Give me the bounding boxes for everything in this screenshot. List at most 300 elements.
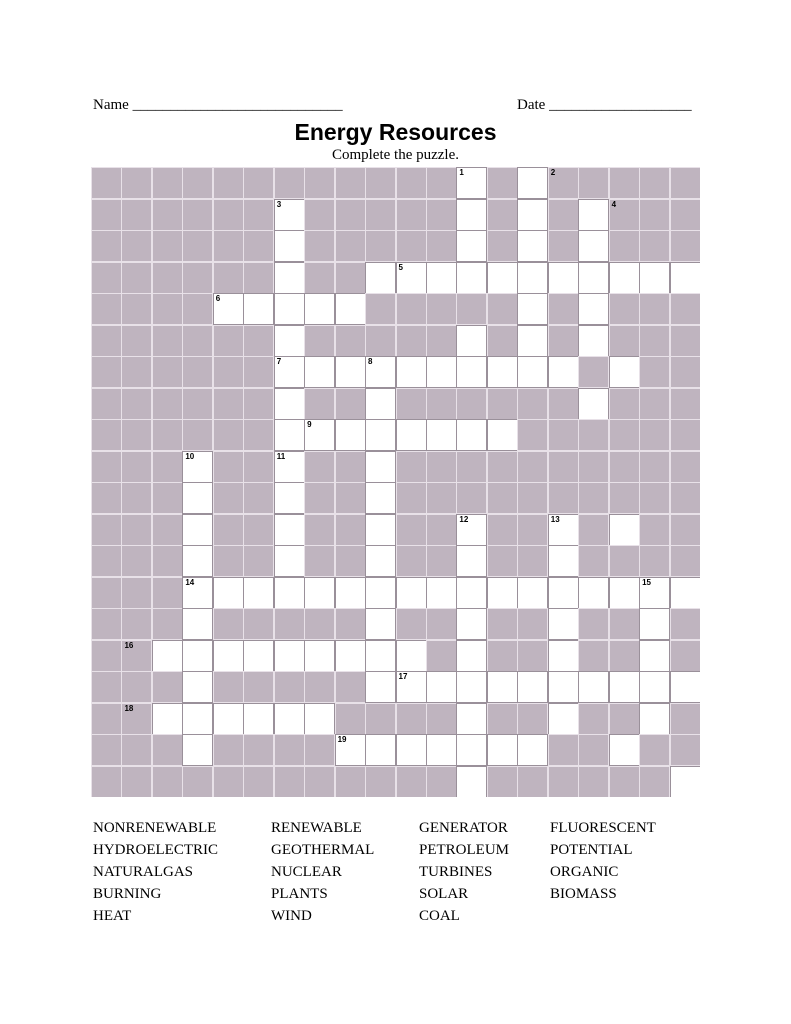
answer-cell[interactable] (456, 766, 487, 798)
blocked-cell (91, 577, 122, 609)
blocked-cell (548, 325, 579, 357)
blocked-cell (243, 671, 274, 703)
answer-cell[interactable] (609, 262, 640, 294)
answer-cell[interactable] (578, 671, 609, 703)
answer-cell[interactable] (609, 577, 640, 609)
blocked-cell (121, 230, 152, 262)
blocked-cell (609, 608, 640, 640)
answer-cell[interactable] (182, 671, 213, 703)
answer-cell[interactable] (274, 230, 305, 262)
blocked-cell (152, 671, 183, 703)
answer-cell[interactable] (578, 262, 609, 294)
answer-cell[interactable] (456, 230, 487, 262)
blocked-cell (456, 482, 487, 514)
blocked-cell (548, 482, 579, 514)
blocked-cell (548, 734, 579, 766)
answer-cell[interactable] (426, 262, 457, 294)
answer-cell[interactable] (548, 703, 579, 735)
blocked-cell (670, 293, 700, 325)
answer-cell[interactable] (274, 325, 305, 357)
answer-cell[interactable] (213, 703, 244, 735)
blocked-cell (365, 766, 396, 798)
blocked-cell (396, 703, 427, 735)
blocked-cell (365, 325, 396, 357)
answer-cell[interactable] (639, 640, 670, 672)
blocked-cell (609, 419, 640, 451)
blocked-cell (335, 482, 366, 514)
answer-cell[interactable] (182, 482, 213, 514)
answer-cell[interactable] (578, 325, 609, 357)
answer-cell[interactable] (548, 514, 579, 546)
blocked-cell (335, 262, 366, 294)
blocked-cell (609, 199, 640, 231)
answer-cell[interactable] (274, 451, 305, 483)
answer-cell[interactable] (548, 608, 579, 640)
blocked-cell (121, 262, 152, 294)
word-bank-item: HEAT (93, 908, 132, 924)
answer-cell[interactable] (639, 671, 670, 703)
clue-number: 2 (550, 168, 556, 177)
answer-cell[interactable] (548, 671, 579, 703)
answer-cell[interactable] (274, 482, 305, 514)
answer-cell[interactable] (578, 293, 609, 325)
blocked-cell (396, 293, 427, 325)
blocked-cell (121, 577, 152, 609)
blocked-cell (91, 608, 122, 640)
blocked-cell (670, 167, 700, 199)
answer-cell[interactable] (426, 356, 457, 388)
blocked-cell (243, 514, 274, 546)
word-bank-column-3 (419, 817, 509, 927)
clue-number: 11 (276, 451, 286, 461)
blocked-cell (639, 230, 670, 262)
clue-number: 12 (459, 514, 469, 524)
blocked-cell (152, 293, 183, 325)
answer-cell[interactable] (548, 577, 579, 609)
blocked-cell (213, 325, 244, 357)
page-subtitle: Complete the puzzle. (331, 147, 460, 163)
blocked-cell (243, 419, 274, 451)
answer-cell[interactable] (304, 293, 335, 325)
blocked-cell (365, 230, 396, 262)
answer-cell[interactable] (243, 577, 274, 609)
blocked-cell (152, 451, 183, 483)
answer-cell[interactable] (670, 671, 700, 703)
answer-cell[interactable] (609, 671, 640, 703)
answer-cell[interactable] (456, 577, 487, 609)
blocked-cell (213, 514, 244, 546)
blocked-cell (182, 388, 213, 420)
blocked-cell (121, 388, 152, 420)
answer-cell[interactable] (487, 671, 518, 703)
answer-cell[interactable] (274, 514, 305, 546)
answer-cell[interactable] (335, 356, 366, 388)
answer-cell[interactable] (213, 640, 244, 672)
clue-number: 3 (276, 199, 282, 209)
word-bank-item: GEOTHERMAL (271, 842, 375, 858)
answer-cell[interactable] (456, 703, 487, 735)
crossword-grid (91, 167, 700, 797)
answer-cell[interactable] (517, 230, 548, 262)
answer-cell[interactable] (517, 671, 548, 703)
answer-cell[interactable] (456, 608, 487, 640)
blocked-cell (91, 734, 122, 766)
answer-cell[interactable] (426, 577, 457, 609)
blocked-cell (396, 545, 427, 577)
date-line: Date ___________________ (517, 97, 692, 113)
answer-cell[interactable] (548, 640, 579, 672)
blocked-cell (121, 608, 152, 640)
answer-cell[interactable] (396, 577, 427, 609)
answer-cell[interactable] (426, 419, 457, 451)
answer-cell[interactable] (182, 608, 213, 640)
blocked-cell (487, 482, 518, 514)
answer-cell[interactable] (578, 199, 609, 231)
answer-cell[interactable] (365, 262, 396, 294)
blocked-cell (426, 703, 457, 735)
blocked-cell (426, 608, 457, 640)
answer-cell[interactable] (304, 419, 335, 451)
blocked-cell (304, 167, 335, 199)
blocked-cell (639, 482, 670, 514)
blocked-cell (91, 482, 122, 514)
answer-cell[interactable] (274, 199, 305, 231)
blocked-cell (213, 356, 244, 388)
answer-cell[interactable] (548, 262, 579, 294)
blocked-cell (121, 514, 152, 546)
answer-cell[interactable] (304, 356, 335, 388)
answer-cell[interactable] (487, 262, 518, 294)
blocked-cell (121, 766, 152, 798)
answer-cell[interactable] (274, 545, 305, 577)
blocked-cell (487, 293, 518, 325)
answer-cell[interactable] (365, 545, 396, 577)
blocked-cell (152, 325, 183, 357)
blocked-cell (121, 671, 152, 703)
blocked-cell (426, 293, 457, 325)
answer-cell[interactable] (396, 262, 427, 294)
blocked-cell (335, 545, 366, 577)
answer-cell[interactable] (456, 419, 487, 451)
answer-cell[interactable] (517, 199, 548, 231)
blocked-cell (578, 608, 609, 640)
answer-cell[interactable] (396, 671, 427, 703)
answer-cell[interactable] (365, 451, 396, 483)
answer-cell[interactable] (335, 577, 366, 609)
answer-cell[interactable] (609, 734, 640, 766)
blocked-cell (274, 671, 305, 703)
blocked-cell (213, 262, 244, 294)
clue-number: 17 (398, 672, 408, 681)
answer-cell[interactable] (182, 703, 213, 735)
answer-cell[interactable] (396, 356, 427, 388)
answer-cell[interactable] (213, 293, 244, 325)
blocked-cell (396, 482, 427, 514)
blocked-cell (243, 325, 274, 357)
answer-cell[interactable] (182, 545, 213, 577)
answer-cell[interactable] (274, 388, 305, 420)
blocked-cell (91, 766, 122, 798)
word-bank-item: HYDROELECTRIC (93, 842, 218, 858)
answer-cell[interactable] (182, 640, 213, 672)
blocked-cell (243, 230, 274, 262)
answer-cell[interactable] (365, 388, 396, 420)
answer-cell[interactable] (365, 356, 396, 388)
blocked-cell (639, 325, 670, 357)
answer-cell[interactable] (517, 734, 548, 766)
answer-cell[interactable] (670, 577, 700, 609)
blocked-cell (487, 545, 518, 577)
blocked-cell (487, 608, 518, 640)
answer-cell[interactable] (152, 640, 183, 672)
word-bank-column-2 (271, 817, 374, 927)
blocked-cell (91, 262, 122, 294)
blocked-cell (335, 608, 366, 640)
blocked-cell (365, 293, 396, 325)
blocked-cell (335, 766, 366, 798)
word-bank-item: WIND (271, 908, 312, 924)
blocked-cell (639, 766, 670, 798)
name-line: Name ____________________________ (93, 97, 343, 113)
blocked-cell (487, 230, 518, 262)
blocked-cell (213, 766, 244, 798)
answer-cell[interactable] (456, 167, 487, 199)
blocked-cell (152, 514, 183, 546)
blocked-cell (304, 262, 335, 294)
blocked-cell (578, 703, 609, 735)
answer-cell[interactable] (335, 640, 366, 672)
blocked-cell (152, 199, 183, 231)
blocked-cell (639, 545, 670, 577)
blocked-cell (243, 482, 274, 514)
blocked-cell (548, 766, 579, 798)
word-bank-item: NATURALGAS (93, 864, 194, 880)
blocked-cell (121, 640, 152, 672)
blocked-cell (274, 766, 305, 798)
blocked-cell (243, 545, 274, 577)
blocked-cell (517, 766, 548, 798)
answer-cell[interactable] (274, 640, 305, 672)
answer-cell[interactable] (274, 419, 305, 451)
answer-cell[interactable] (487, 734, 518, 766)
blocked-cell (152, 482, 183, 514)
answer-cell[interactable] (365, 734, 396, 766)
blocked-cell (639, 199, 670, 231)
word-bank-item: ORGANIC (550, 864, 619, 880)
blocked-cell (517, 388, 548, 420)
answer-cell[interactable] (456, 514, 487, 546)
answer-cell[interactable] (365, 671, 396, 703)
clue-number: 1 (459, 168, 464, 177)
blocked-cell (274, 167, 305, 199)
answer-cell[interactable] (456, 671, 487, 703)
blocked-cell (426, 451, 457, 483)
answer-cell[interactable] (182, 451, 213, 483)
blocked-cell (426, 325, 457, 357)
answer-cell[interactable] (243, 293, 274, 325)
answer-cell[interactable] (578, 388, 609, 420)
answer-cell[interactable] (304, 640, 335, 672)
answer-cell[interactable] (517, 293, 548, 325)
blocked-cell (670, 388, 700, 420)
blocked-cell (548, 167, 579, 199)
answer-cell[interactable] (670, 766, 700, 798)
blocked-cell (426, 482, 457, 514)
blocked-cell (396, 325, 427, 357)
answer-cell[interactable] (487, 419, 518, 451)
blocked-cell (426, 640, 457, 672)
blocked-cell (243, 167, 274, 199)
blocked-cell (670, 514, 700, 546)
answer-cell[interactable] (365, 514, 396, 546)
answer-cell[interactable] (426, 734, 457, 766)
blocked-cell (609, 545, 640, 577)
answer-cell[interactable] (456, 356, 487, 388)
answer-cell[interactable] (365, 640, 396, 672)
word-bank-item: TURBINES (419, 864, 493, 880)
blocked-cell (609, 451, 640, 483)
answer-cell[interactable] (274, 703, 305, 735)
word-bank-item: FLUORESCENT (550, 820, 656, 836)
blocked-cell (487, 167, 518, 199)
blocked-cell (609, 388, 640, 420)
blocked-cell (121, 545, 152, 577)
answer-cell[interactable] (670, 262, 700, 294)
answer-cell[interactable] (517, 577, 548, 609)
blocked-cell (670, 703, 700, 735)
blocked-cell (426, 545, 457, 577)
answer-cell[interactable] (517, 356, 548, 388)
blocked-cell (91, 451, 122, 483)
answer-cell[interactable] (365, 419, 396, 451)
answer-cell[interactable] (578, 230, 609, 262)
clue-number: 6 (215, 294, 221, 303)
answer-cell[interactable] (182, 577, 213, 609)
answer-cell[interactable] (152, 703, 183, 735)
clue-number: 8 (368, 357, 373, 366)
blocked-cell (152, 262, 183, 294)
answer-cell[interactable] (182, 514, 213, 546)
answer-cell[interactable] (304, 577, 335, 609)
blocked-cell (578, 482, 609, 514)
answer-cell[interactable] (396, 734, 427, 766)
blocked-cell (578, 451, 609, 483)
blocked-cell (548, 451, 579, 483)
answer-cell[interactable] (609, 514, 640, 546)
answer-cell[interactable] (487, 356, 518, 388)
blocked-cell (91, 356, 122, 388)
clue-number: 9 (307, 420, 312, 429)
blocked-cell (91, 703, 122, 735)
blocked-cell (487, 388, 518, 420)
answer-cell[interactable] (517, 167, 548, 199)
blocked-cell (121, 482, 152, 514)
blocked-cell (335, 703, 366, 735)
answer-cell[interactable] (456, 640, 487, 672)
blocked-cell (609, 482, 640, 514)
blocked-cell (487, 766, 518, 798)
blocked-cell (609, 703, 640, 735)
answer-cell[interactable] (426, 671, 457, 703)
clue-number: 15 (642, 577, 651, 587)
answer-cell[interactable] (456, 199, 487, 231)
answer-cell[interactable] (578, 577, 609, 609)
answer-cell[interactable] (517, 262, 548, 294)
blocked-cell (213, 545, 244, 577)
answer-cell[interactable] (456, 545, 487, 577)
blocked-cell (121, 325, 152, 357)
answer-cell[interactable] (213, 577, 244, 609)
answer-cell[interactable] (487, 577, 518, 609)
blocked-cell (335, 325, 366, 357)
blocked-cell (487, 514, 518, 546)
blocked-cell (213, 419, 244, 451)
word-bank-column-1 (93, 817, 218, 927)
answer-cell[interactable] (243, 640, 274, 672)
blocked-cell (517, 514, 548, 546)
answer-cell[interactable] (396, 640, 427, 672)
answer-cell[interactable] (243, 703, 274, 735)
blocked-cell (487, 451, 518, 483)
blocked-cell (609, 766, 640, 798)
blocked-cell (670, 230, 700, 262)
answer-cell[interactable] (274, 577, 305, 609)
answer-cell[interactable] (274, 293, 305, 325)
answer-cell[interactable] (182, 734, 213, 766)
answer-cell[interactable] (365, 608, 396, 640)
answer-cell[interactable] (639, 608, 670, 640)
blocked-cell (578, 734, 609, 766)
blocked-cell (426, 766, 457, 798)
answer-cell[interactable] (548, 356, 579, 388)
answer-cell[interactable] (304, 703, 335, 735)
blocked-cell (213, 482, 244, 514)
blocked-cell (639, 293, 670, 325)
blocked-cell (517, 545, 548, 577)
answer-cell[interactable] (274, 262, 305, 294)
answer-cell[interactable] (456, 325, 487, 357)
blocked-cell (243, 766, 274, 798)
answer-cell[interactable] (548, 545, 579, 577)
blocked-cell (304, 545, 335, 577)
answer-cell[interactable] (639, 577, 670, 609)
answer-cell[interactable] (517, 325, 548, 357)
blocked-cell (152, 766, 183, 798)
blocked-cell (335, 451, 366, 483)
blocked-cell (517, 640, 548, 672)
blocked-cell (152, 419, 183, 451)
answer-cell[interactable] (335, 293, 366, 325)
blocked-cell (487, 325, 518, 357)
answer-cell[interactable] (365, 577, 396, 609)
answer-cell[interactable] (274, 356, 305, 388)
answer-cell[interactable] (639, 703, 670, 735)
blocked-cell (335, 514, 366, 546)
answer-cell[interactable] (335, 734, 366, 766)
blocked-cell (426, 388, 457, 420)
answer-cell[interactable] (609, 356, 640, 388)
word-bank-item: PETROLEUM (419, 842, 509, 858)
blocked-cell (152, 167, 183, 199)
answer-cell[interactable] (456, 262, 487, 294)
answer-cell[interactable] (365, 482, 396, 514)
answer-cell[interactable] (639, 262, 670, 294)
answer-cell[interactable] (335, 419, 366, 451)
answer-cell[interactable] (396, 419, 427, 451)
answer-cell[interactable] (456, 734, 487, 766)
clue-number: 18 (124, 703, 134, 713)
word-bank-item: NONRENEWABLE (93, 820, 217, 836)
